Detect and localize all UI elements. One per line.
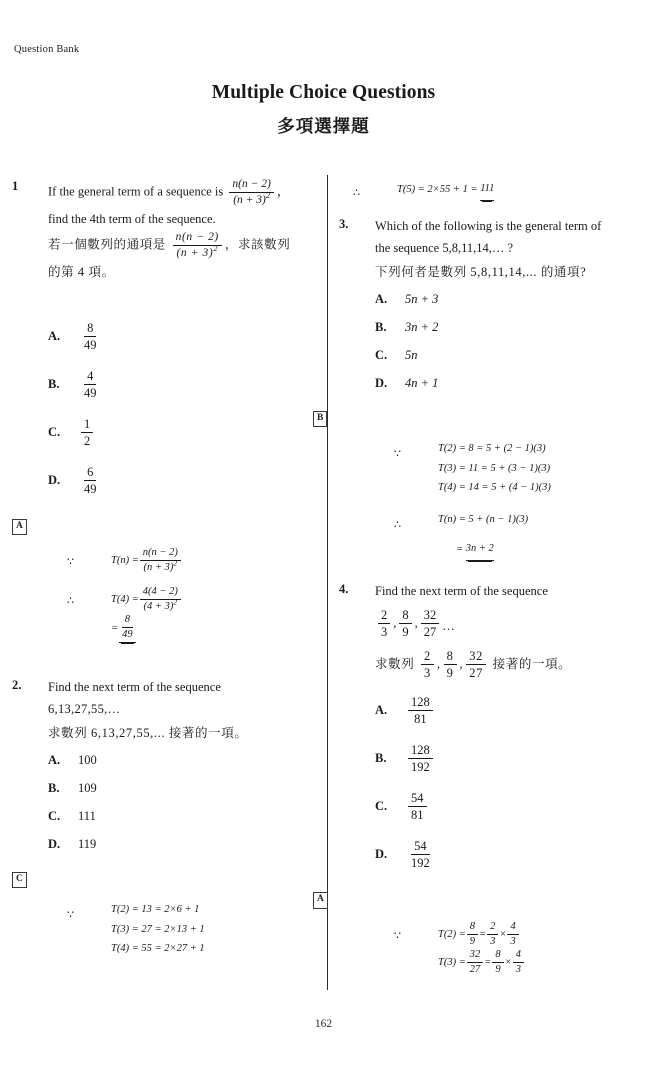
question-2-stem-en: Find the next term of the sequence — [48, 679, 221, 694]
option-value: 119 — [78, 837, 97, 852]
option-letter: C. — [375, 348, 388, 363]
solution-line-2: T(3) = 11 = 5 + (3 − 1)(3) — [438, 462, 551, 474]
option-letter: A. — [48, 329, 61, 344]
fraction-numerator: 6 — [84, 465, 96, 481]
fraction-denominator: 81 — [411, 807, 424, 822]
fraction-denominator: 192 — [411, 855, 430, 870]
option-letter: C. — [48, 425, 61, 440]
solution-line-3: T(4) = 55 = 2×27 + 1 — [111, 942, 205, 954]
left-column — [12, 178, 317, 960]
question-2-option-c[interactable] — [48, 806, 317, 828]
question-3-stem-en-line1: Which of the following is the general term of — [375, 219, 602, 233]
therefore-symbol: ∴ — [394, 518, 401, 531]
question-4-option-a[interactable] — [375, 690, 639, 730]
fraction-denominator: 3 — [490, 935, 496, 947]
option-fraction — [408, 743, 433, 774]
fraction-numerator: 8 — [444, 649, 457, 665]
fraction-numerator: 8 — [467, 921, 478, 935]
fraction-numerator: 8 — [122, 614, 133, 628]
option-value: 3n + 2 — [405, 320, 439, 335]
question-1-stem-en-part1: If the general term of a sequence is — [48, 184, 224, 199]
fraction-denominator: $(4 + 3)^2$ — [143, 597, 178, 612]
fraction-numerator: 32 — [467, 949, 484, 963]
page-title-chinese: 多項選擇題 — [277, 116, 370, 136]
solution-line-1: T(2) = 13 = 2×6 + 1 — [111, 904, 200, 916]
fraction-numerator: 4(4 − 2) — [140, 586, 181, 600]
fraction-denominator: $(n + 3)^2$ — [176, 244, 219, 259]
fraction-denominator: $(n + 3)^2$ — [233, 191, 270, 206]
question-1-solution — [67, 547, 317, 643]
fraction-denominator: $(n + 3)^2$ — [143, 558, 178, 574]
question-2-stem-zh-part2: 接著的一項。 — [168, 725, 248, 740]
question-2-option-b[interactable] — [48, 778, 317, 800]
option-letter: B. — [375, 750, 387, 765]
question-3-option-a[interactable] — [375, 289, 639, 311]
sequence-fraction-zh-1 — [421, 649, 434, 680]
fraction-denominator: 9 — [446, 666, 454, 681]
option-letter: C. — [48, 809, 61, 824]
fraction-denominator: 49 — [84, 338, 97, 353]
solution-spacer — [394, 949, 438, 953]
fraction-numerator: 8 — [84, 321, 96, 337]
option-letter: A. — [375, 292, 388, 307]
question-2 — [12, 677, 317, 959]
solution-fraction-4 — [467, 949, 484, 976]
fraction-numerator: 32 — [466, 649, 486, 665]
question-3-stem-zh: 下列何者是數列 5,8,11,14,... 的通項? — [375, 264, 587, 279]
question-2-number: 2. — [12, 677, 22, 692]
fraction-denominator: 3 — [510, 935, 516, 947]
solution-line-3: T(4) = 14 = 5 + (4 − 1)(3) — [438, 482, 551, 494]
question-3-number: 3. — [339, 217, 349, 231]
fraction-denominator: 9 — [402, 625, 409, 640]
question-3-option-c[interactable] — [375, 345, 639, 367]
fraction-numerator: 2 — [487, 921, 498, 935]
equals-sign: = — [456, 543, 464, 555]
because-symbol: ∵ — [67, 556, 74, 569]
fraction-denominator: 3 — [515, 964, 521, 976]
question-3-option-d[interactable] — [375, 373, 639, 395]
sequence-fraction-zh-2 — [444, 649, 457, 680]
question-3-solution — [394, 439, 639, 560]
fraction-denominator: 49 — [84, 482, 97, 497]
question-1-options — [48, 317, 317, 501]
therefore-symbol: ∴ — [67, 594, 74, 607]
question-1-number: 1 — [12, 179, 19, 193]
question-4-option-d[interactable] — [375, 834, 639, 874]
sequence-fraction-1 — [378, 608, 390, 639]
fraction-numerator: 2 — [421, 649, 434, 665]
solution-fraction-5 — [492, 949, 503, 976]
option-letter: B. — [48, 377, 60, 392]
solution-line-label: T(4) = — [111, 593, 139, 605]
right-column — [317, 178, 639, 978]
fraction-numerator: 4 — [84, 369, 96, 385]
fraction-denominator: 27 — [469, 964, 481, 976]
option-value: 111 — [78, 809, 96, 824]
equals-sign: = — [484, 957, 492, 969]
fraction-numerator: n(n − 2) — [229, 178, 273, 193]
question-4-sequence: $\frac{2}{3}$ , $\frac{8}{9}$ , $\frac{32}{27}$ … — [375, 608, 639, 639]
option-fraction — [81, 417, 93, 448]
question-2-solution — [67, 900, 317, 958]
option-letter: B. — [375, 320, 387, 335]
sequence-fraction-3 — [421, 608, 440, 639]
sequence-fraction-2 — [399, 608, 411, 639]
option-value: 109 — [78, 781, 97, 796]
question-1-option-a[interactable] — [48, 317, 317, 357]
because-symbol: ∵ — [67, 909, 74, 922]
sequence-ellipsis: … — [442, 618, 455, 633]
running-head: Question Bank — [14, 44, 80, 55]
question-1-stem-zh-part2: ，求該數列 — [224, 237, 291, 252]
fraction-numerator: 4 — [513, 949, 524, 963]
question-1 — [12, 178, 317, 643]
fraction-denominator: 192 — [411, 759, 430, 774]
option-letter: D. — [375, 846, 388, 861]
question-4-option-c[interactable] — [375, 786, 639, 826]
therefore-symbol: ∴ — [353, 187, 360, 199]
option-letter: C. — [375, 798, 388, 813]
solution-conclusion-line1: T(n) = 5 + (n − 1)(3) — [438, 513, 529, 525]
question-2-solution-continued — [353, 178, 639, 204]
fraction-numerator: 8 — [492, 949, 503, 963]
fraction-denominator: 2 — [84, 434, 91, 449]
fraction-denominator: 27 — [423, 625, 437, 640]
question-1-option-b[interactable] — [48, 365, 317, 405]
solution-line-label: T(n) = — [111, 555, 139, 567]
option-fraction — [408, 791, 427, 822]
fraction-denominator: 3 — [424, 666, 431, 681]
multiply-sign: × — [499, 928, 507, 940]
solution-line-2: T(3) = 27 = 2×13 + 1 — [111, 923, 205, 935]
fraction-numerator: n(n − 2) — [173, 231, 222, 246]
fraction-numerator: 54 — [411, 839, 430, 855]
solution-result-fraction — [119, 614, 136, 643]
question-1-stem-fraction — [229, 178, 273, 207]
question-4-answer-box: A — [313, 892, 328, 909]
fraction-numerator: 4 — [507, 921, 518, 935]
fraction-denominator: 27 — [469, 666, 483, 681]
question-2-option-d[interactable] — [48, 834, 317, 856]
equals-sign: = — [111, 623, 119, 635]
equals-sign: = — [479, 928, 487, 940]
page-title-english: Multiple Choice Questions — [211, 82, 436, 103]
fraction-numerator: 128 — [408, 743, 433, 759]
question-4: 4. Find the next term of the sequence $\frac{2}{3}$ , $\frac{8}{9}$ , $\frac{32}{27}$ … 求數列 $\frac{2}{3}$ , $\frac{8}{9}$ , $\frac{32}{27}$ 接著的一項。 A. $\frac{128}{81}$ B. $\frac{128}{192}$ C. $\frac{54}{81}$ D. $\frac{54}{192}$ A ∵ T(2) = $\frac{8}{9}$ = $\frac{2}{3}$ × $\frac{4}{3}$ T(3) = $\frac{32}{27}$ = $\frac{8}{9}$ × $\frac{4}{3}$ — [339, 581, 639, 976]
question-1-stem-zh-part1: 若一個數列的通項是 — [48, 237, 166, 252]
question-2-answer-box: C — [12, 872, 27, 889]
option-fraction — [408, 695, 433, 726]
question-3-option-b[interactable] — [375, 317, 639, 339]
question-2-sequence-zh: 6,13,27,55,... — [91, 725, 166, 740]
option-fraction — [408, 839, 433, 870]
because-symbol: ∵ — [394, 929, 401, 942]
question-3-stem-en-line2: the sequence 5,8,11,14,… ? — [375, 240, 514, 255]
sequence-fraction-zh-3 — [466, 649, 486, 680]
question-3 — [317, 216, 639, 561]
question-3-solution-result — [456, 538, 639, 561]
question-1-stem-en-part2: find the 4th term of the sequence. — [48, 211, 216, 226]
fraction-numerator: 1 — [81, 417, 93, 433]
option-letter: A. — [48, 753, 61, 768]
fraction-denominator: 81 — [414, 711, 427, 726]
question-3-answer-box: B — [313, 411, 327, 428]
question-2-options — [48, 750, 317, 856]
question-4-stem-en: Find the next term of the sequence — [375, 583, 548, 598]
column-divider — [327, 175, 328, 990]
solution-line-label: T(3) = — [438, 957, 466, 969]
because-symbol: ∵ — [394, 448, 401, 461]
question-2-sequence: 6,13,27,55,… — [48, 701, 121, 716]
fraction-numerator: 54 — [408, 791, 427, 807]
fraction-numerator: 128 — [408, 695, 433, 711]
question-1-stem-zh-part3: 的第 4 項。 — [48, 264, 115, 279]
question-2-option-a[interactable] — [48, 750, 317, 772]
question-1-comma: ， — [276, 184, 290, 199]
option-value: 5n + 3 — [405, 292, 439, 307]
fraction-denominator: 49 — [119, 628, 136, 643]
option-letter: D. — [48, 837, 61, 852]
solution-fraction — [140, 586, 181, 613]
option-letter: D. — [375, 376, 388, 391]
fraction-denominator: 3 — [381, 625, 388, 640]
question-1-option-c[interactable] — [48, 413, 317, 453]
option-letter: A. — [375, 702, 388, 717]
solution-conclusion-prefix: T(5) = 2×55 + 1 = — [397, 184, 478, 195]
solution-fraction-3 — [507, 921, 518, 948]
fraction-numerator: n(n − 2) — [140, 547, 181, 561]
solution-fraction-2 — [487, 921, 498, 948]
question-2-stem-zh-part1: 求數列 — [48, 725, 88, 740]
fraction-denominator: 9 — [469, 935, 476, 947]
fraction-numerator: 32 — [421, 608, 440, 624]
multiply-sign: × — [504, 957, 512, 969]
question-1-option-d[interactable] — [48, 461, 317, 501]
option-value: 100 — [78, 753, 97, 768]
solution-conclusion-value: 111 — [480, 178, 494, 201]
solution-fraction — [140, 547, 181, 574]
option-value: 4n + 1 — [405, 376, 439, 391]
question-4-stem-zh-part1: 求數列 — [375, 657, 415, 672]
solution-line-1: T(2) = 8 = 5 + (2 − 1)(3) — [438, 443, 546, 455]
option-fraction — [81, 369, 100, 400]
fraction-denominator: 9 — [495, 964, 501, 976]
solution-fraction-1 — [467, 921, 478, 948]
question-1-answer-box: A — [12, 519, 27, 536]
option-fraction — [81, 465, 100, 496]
solution-fraction-6 — [513, 949, 524, 976]
option-letter: D. — [48, 473, 61, 488]
question-4-options — [375, 690, 639, 874]
question-1-solution-result — [111, 614, 317, 643]
fraction-numerator: 2 — [378, 608, 390, 624]
question-4-stem-zh-part2: 接著的一項。 — [492, 657, 572, 672]
solution-line-label: T(2) = — [438, 928, 466, 940]
fraction-numerator: 8 — [399, 608, 411, 624]
question-1-stem-fraction-zh — [173, 231, 222, 260]
option-value: 5n — [405, 348, 418, 363]
option-fraction — [81, 321, 100, 352]
question-4-number: 4. — [339, 581, 349, 596]
option-letter: B. — [48, 781, 60, 796]
question-4-option-b[interactable] — [375, 738, 639, 778]
question-4-solution — [394, 921, 639, 976]
solution-result-value: 3n + 2 — [466, 538, 494, 561]
page-number: 162 — [314, 1018, 333, 1030]
fraction-denominator: 49 — [84, 386, 97, 401]
question-3-options — [375, 289, 639, 395]
